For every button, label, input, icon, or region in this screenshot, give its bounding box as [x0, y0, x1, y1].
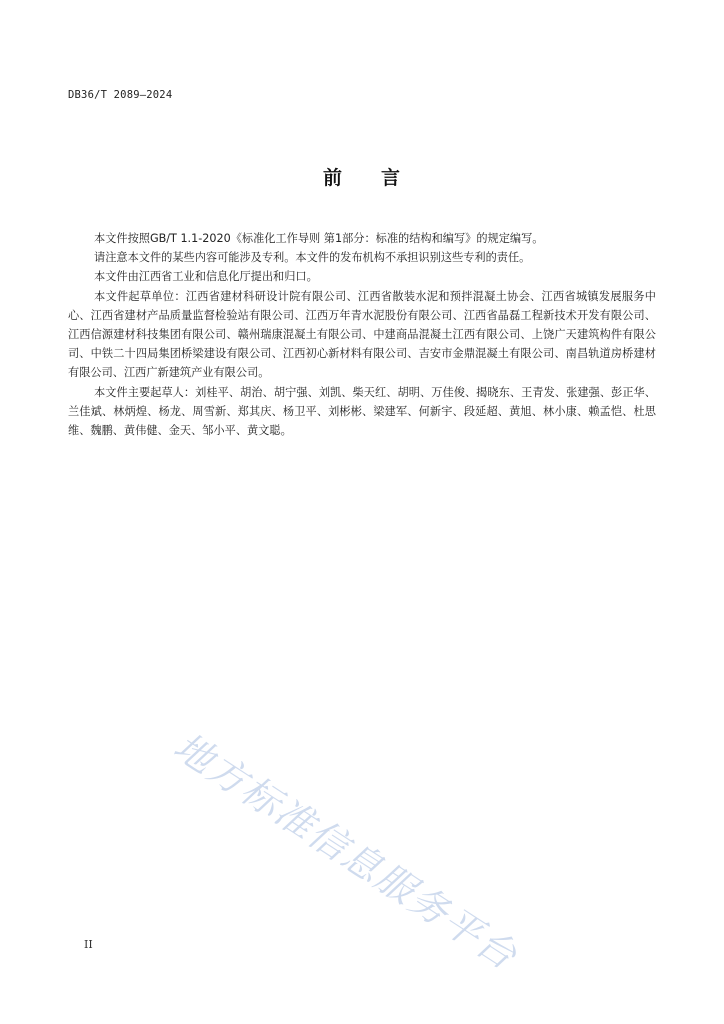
paragraph-proposer: 本文件由江西省工业和信息化厅提出和归口。	[94, 270, 318, 284]
paragraph-standard-basis: 本文件按照GB/T 1.1-2020《标准化工作导则 第1部分：标准的结构和编写》的规定编写。	[94, 232, 544, 245]
paragraph-drafting-units: 本文件起草单位：江西省建材科研设计院有限公司、江西省散装水泥和预拌混凝土协会、江西省城镇发展服务中心、江西省建材产品质量监督检验站有限公司、江西万年青水泥股份有限公司、江西省晶磊工程新技术开发有限公司、江西信源建材科技集团有限公司、赣州瑞康混凝土有限公司、中建商品混凝土江西有限公司、上饶广天建筑构件有限公司、中铁二十四局集团桥梁建设有限公司、江西初心新材料有限公司、吉安市金鼎混凝土有限公司、南昌轨道房桥建材有限公司、江西广新建筑产业有限公司。	[68, 289, 656, 380]
paragraph-drafters: 本文件主要起草人：刘桂平、胡治、胡宁强、刘凯、柴天红、胡明、万佳俊、揭晓东、王青发、张建强、彭正华、兰佳斌、林炳煌、杨龙、周雪新、郑其庆、杨卫平、刘彬彬、梁建军、何新宇、段延超、黄旭、林小康、赖孟恺、杜思维、魏鹏、黄伟健、金天、邹小平、黄文聪。	[68, 385, 656, 438]
document-id: DB36/T 2089—2024	[68, 89, 173, 101]
page-title	[0, 163, 724, 190]
paragraph-patent-notice: 请注意本文件的某些内容可能涉及专利。本文件的发布机构不承担识别这些专利的责任。	[94, 251, 531, 265]
page-title-char-2: 言	[381, 167, 402, 189]
page-title-char-1: 前	[322, 167, 343, 189]
foreword-body	[68, 229, 656, 440]
page-number: II	[84, 938, 93, 951]
watermark: 地方标准信息服务平台	[166, 723, 526, 979]
